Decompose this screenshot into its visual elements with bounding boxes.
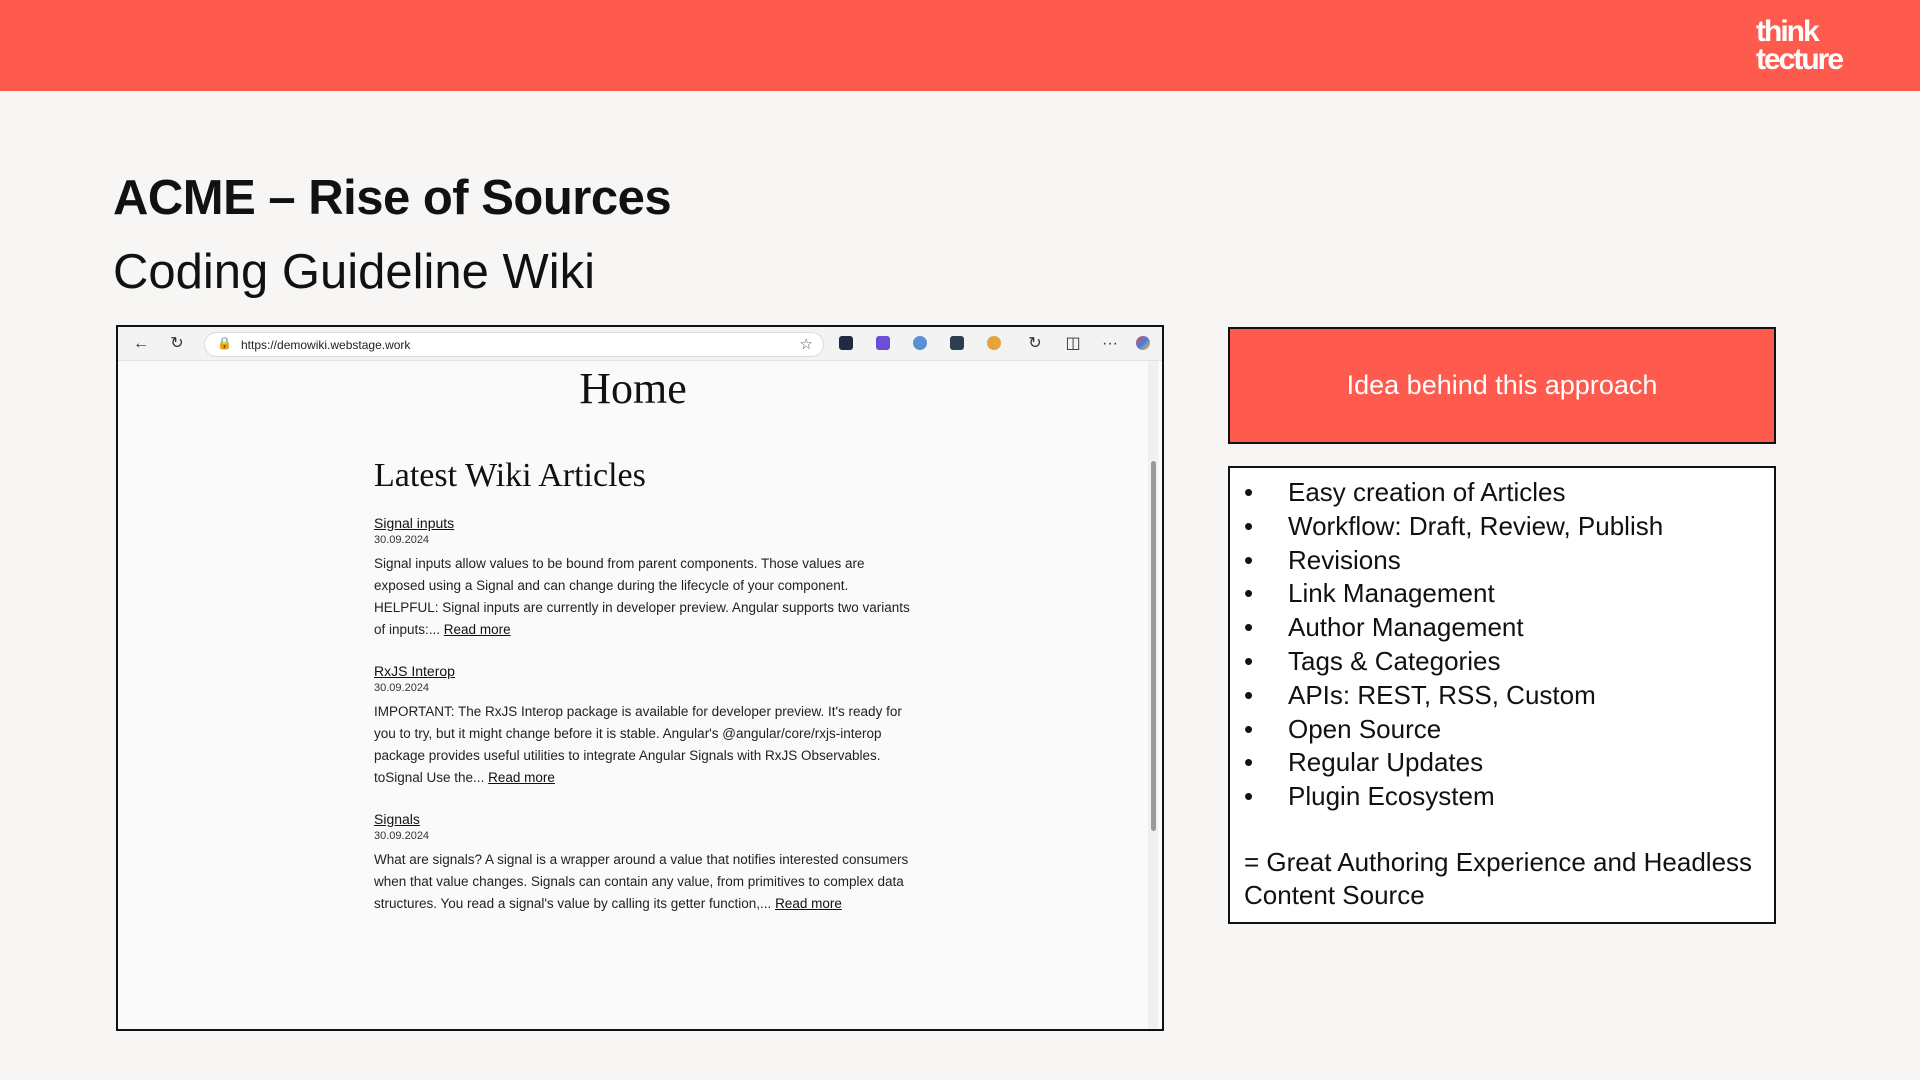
article-excerpt-text: Signal inputs allow values to be bound from parent components. Those values are exposed using a Signal and can change during the lifecycle of your component. HELPFUL: Signal inputs are currently in developer preview. Angular supports two variants of inputs:... [374, 556, 910, 637]
extension-globe-icon[interactable] [913, 336, 927, 350]
read-more-link[interactable]: Read more [488, 770, 555, 785]
web-page-content [118, 361, 1148, 1031]
features-list [1244, 476, 1760, 814]
article-item [374, 663, 914, 789]
list-item-text: APIs: REST, RSS, Custom [1288, 679, 1596, 710]
extension-flower-icon[interactable] [987, 336, 1001, 350]
list-item [1244, 611, 1760, 645]
bullet-icon: • [1244, 679, 1254, 710]
article-excerpt [374, 701, 914, 789]
article-title-link[interactable]: RxJS Interop [374, 663, 455, 679]
list-item-text: Plugin Ecosystem [1288, 781, 1495, 812]
read-more-link[interactable]: Read more [443, 622, 511, 637]
extension-hourglass-icon[interactable] [876, 336, 890, 350]
copilot-icon[interactable] [1136, 336, 1150, 350]
idea-callout-box [1228, 327, 1776, 444]
bullet-icon: • [1244, 645, 1254, 676]
list-item-text: Link Management [1288, 578, 1495, 609]
article-date: 30.09.2024 [374, 682, 430, 694]
page-heading: Home [579, 364, 687, 413]
article-title-link[interactable]: Signals [374, 811, 420, 827]
list-item [1244, 577, 1760, 611]
list-item [1244, 713, 1760, 747]
list-item [1244, 476, 1760, 510]
address-bar[interactable] [204, 332, 824, 357]
list-item-text: Tags & Categories [1288, 645, 1501, 676]
bullet-icon: • [1244, 612, 1254, 643]
browser-toolbar [118, 327, 1162, 361]
section-heading: Latest Wiki Articles [374, 457, 646, 494]
bullet-icon: • [1244, 781, 1254, 812]
logo-line-1: think [1756, 15, 1818, 48]
browser-window [116, 325, 1164, 1031]
summary-text: = Great Authoring Experience and Headless Content Source [1244, 846, 1753, 910]
bullet-icon: • [1244, 510, 1254, 541]
slide-title: ACME – Rise of Sources [113, 171, 672, 225]
bullet-icon: • [1244, 578, 1254, 609]
article-excerpt [374, 849, 914, 915]
list-item-text: Author Management [1288, 612, 1524, 643]
extension-reader-icon[interactable] [839, 336, 853, 350]
features-box [1228, 466, 1776, 924]
back-arrow-icon[interactable]: ← [133, 335, 149, 352]
list-item-text: Easy creation of Articles [1288, 477, 1566, 507]
list-item [1244, 510, 1760, 544]
list-item [1244, 746, 1760, 780]
bullet-icon: • [1244, 477, 1254, 507]
list-item-text: Revisions [1288, 544, 1401, 575]
article-title-link[interactable]: Signal inputs [374, 515, 455, 531]
bullet-icon: • [1244, 747, 1254, 778]
article-date: 30.09.2024 [374, 830, 430, 842]
article-excerpt [374, 553, 914, 641]
favorite-star-icon[interactable]: ☆ [799, 336, 813, 353]
reload-icon[interactable]: ↻ [170, 335, 184, 352]
article-excerpt-text: IMPORTANT: The RxJS Interop package is available for developer preview. It's ready for you to try, but it might change before it is stable. Angular's @angular/core/rxjs-interop package provides useful utilities to integrate Angular Signals with RxJS Observables. toSignal Use the... [374, 704, 902, 785]
bullet-icon: • [1244, 713, 1254, 744]
article-item [374, 811, 914, 915]
list-item-text: Regular Updates [1288, 747, 1484, 778]
thinktecture-logo [1756, 15, 1848, 76]
scrollbar[interactable] [1148, 361, 1158, 1031]
list-item-text: Open Source [1288, 713, 1442, 744]
lock-icon: 🔒 [217, 336, 232, 350]
list-item-text: Workflow: Draft, Review, Publish [1288, 510, 1664, 541]
article-excerpt-text: What are signals? A signal is a wrapper around a value that notifies interested consumers when that value changes. Signals can contain any value, from primitives to complex data structures. You read a signal's value by calling its getter function,... [374, 852, 909, 911]
logo-line-2: tecture [1756, 43, 1843, 76]
read-more-link[interactable]: Read more [775, 896, 842, 911]
list-item [1244, 544, 1760, 578]
article-date: 30.09.2024 [374, 534, 430, 546]
sync-icon[interactable]: ↻ [1028, 335, 1042, 352]
extension-puzzle-icon[interactable] [950, 336, 964, 350]
split-screen-icon[interactable]: ◫ [1065, 335, 1081, 352]
article-item [374, 515, 914, 641]
idea-callout-text: Idea behind this approach [1346, 370, 1658, 400]
slide-subtitle: Coding Guideline Wiki [113, 245, 596, 299]
list-item [1244, 679, 1760, 713]
more-menu-icon[interactable]: ··· [1102, 335, 1118, 352]
bullet-icon: • [1244, 544, 1254, 575]
header-bar [0, 0, 1920, 91]
url-text: https://demowiki.webstage.work [241, 338, 411, 352]
list-item [1244, 780, 1760, 814]
list-item [1244, 645, 1760, 679]
scrollbar-thumb[interactable] [1151, 461, 1156, 831]
